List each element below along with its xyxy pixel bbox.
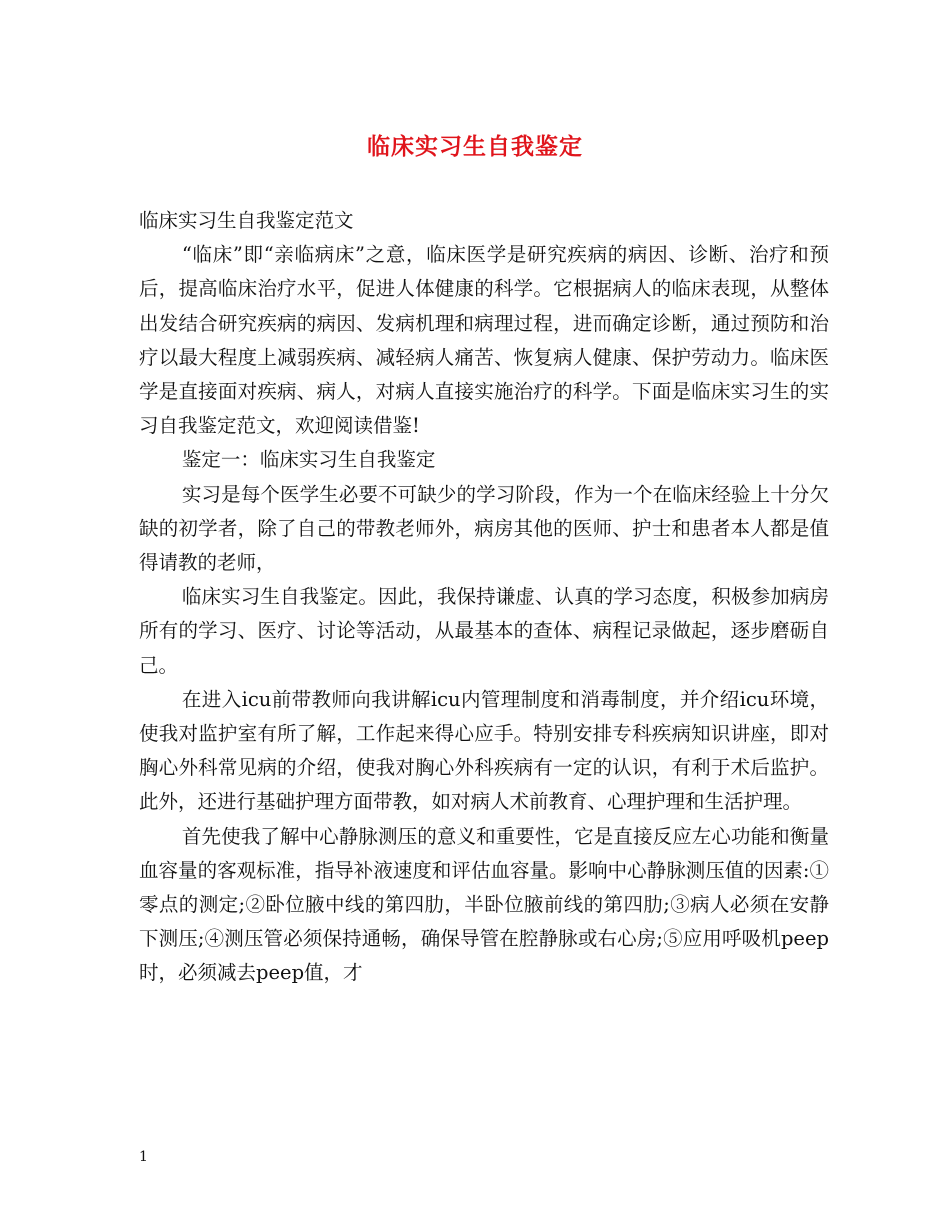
paragraph-intro: “临床”即“亲临病床”之意，临床医学是研究疾病的病因、诊断、治疗和预后，提高临床治疗水平，促进人体健康的科学。它根据病人的临床表现，从整体出发结合研究疾病的病因、发病机理和病理过程，进而确定诊断，通过预防和治疗以最大程度上减弱疾病、减轻病人痛苦、恢复病人健康、保护劳动力。临床医学是直接面对疾病、病人，对病人直接实施治疗的科学。下面是临床实习生的实习自我鉴定范文，欢迎阅读借鉴! (139, 243, 829, 438)
document-subtitle: 临床实习生自我鉴定范文 (139, 209, 354, 232)
paragraph: 在进入icu前带教师向我讲解icu内管理制度和消毒制度，并介绍icu环境，使我对监护室有所了解，工作起来得心应手。特别安排专科疾病知识讲座，即对胸心外科常见病的介绍，使我对胸心外科疾病有一定的认识，有利于术后监护。此外，还进行基础护理方面带教，如对病人术前教育、心理护理和生活护理。 (139, 687, 829, 814)
page-number: 1 (139, 1149, 148, 1165)
paragraph: 实习是每个医学生必要不可缺少的学习阶段，作为一个在临床经验上十分欠缺的初学者，除了自己的带教老师外，病房其他的医师、护士和患者本人都是值得请教的老师， (139, 482, 829, 575)
page-title: 临床实习生自我鉴定 (367, 134, 583, 160)
section-heading: 鉴定一：临床实习生自我鉴定 (181, 448, 436, 472)
document-body (139, 204, 829, 991)
paragraph: 首先使我了解中心静脉测压的意义和重要性，它是直接反应左心功能和衡量血容量的客观标准，指导补液速度和评估血容量。影响中心静脉测压值的因素:①零点的测定;②卧位腋中线的第四肋，半卧位腋前线的第四肋;③病人必须在安静下测压;④测压管必须保持通畅，确保导管在腔静脉或右心房;⑤应用呼吸机peep 时，必须减去peep值，才 (139, 824, 829, 985)
paragraph: 临床实习生自我鉴定。因此，我保持谦虚、认真的学习态度，积极参加病房所有的学习、医疗、讨论等活动，从最基本的查体、病程记录做起，逐步磨砺自己。 (139, 585, 829, 677)
